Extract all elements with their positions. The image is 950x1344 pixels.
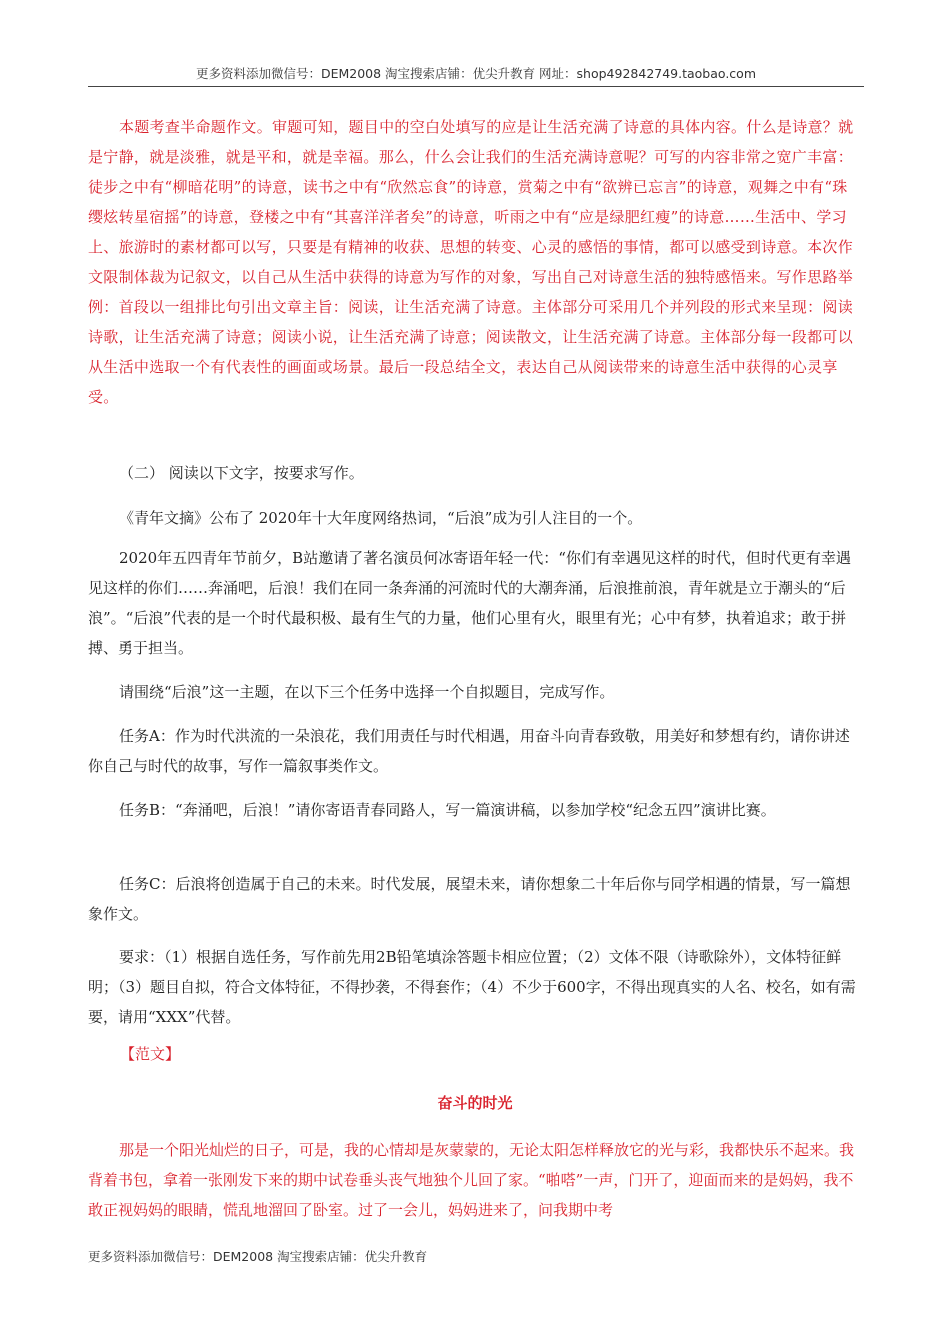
essay-paragraph: 那是一个阳光灿烂的日子，可是，我的心情却是灰蒙蒙的，无论太阳怎样释放它的光与彩，我都快乐不起来。我背着书包，拿着一张刚发下来的期中试卷垂头丧气地独个儿回了家。“啪嗒”一声，门开了，迎面而来的是妈妈，我不敢正视妈妈的眼睛，慌乱地溜回了卧室。过了一会儿，妈妈进来了，问我期中考 [88,1141,855,1219]
question-heading: （二） 阅读以下文字，按要求写作。 [119,464,364,482]
question-paragraph-2: 2020年五四青年节前夕，B站邀请了著名演员何冰寄语年轻一代：“你们有幸遇见这样的时代，但时代更有幸遇见这样的你们……奔涌吧，后浪！我们在同一条奔涌的河流时代的大潮奔涌，后浪推前浪，青年就是立于潮头的“后浪”。“后浪”代表的是一个时代最积极、最有生气的力量，他们心里有火，眼里有光；心中有梦，执着追求；敢于拼搏、勇于担当。 [88,549,851,657]
question-paragraph-1: 《青年文摘》公布了 2020年十大年度网络热词，“后浪”成为引人注目的一个。 [119,509,643,527]
analysis-paragraph: 本题考查半命题作文。审题可知，题目中的空白处填写的应是让生活充满了诗意的具体内容。什么是诗意？就是宁静，就是淡雅，就是平和，就是幸福。那么，什么会让我们的生活充满诗意呢？可写的内容非常之宽广丰富：徒步之中有“柳暗花明”的诗意，读书之中有“欣然忘食”的诗意，赏菊之中有“欲辨已忘言”的诗意，观舞之中有“珠缨炫转星宿摇”的诗意，登楼之中有“其喜洋洋者矣”的诗意，听雨之中有“应是绿肥红瘦”的诗意……生活中、学习上、旅游时的素材都可以写，只要是有精神的收获、思想的转变、心灵的感悟的事情，都可以感受到诗意。本次作文限制体裁为记叙文，以自己从生活中获得的诗意为写作的对象，写出自己对诗意生活的独特感悟来。写作思路举例：首段以一组排比句引出文章主旨：阅读，让生活充满了诗意。主体部分可采用几个并列段的形式来呈现：阅读诗歌，让生活充满了诗意；阅读小说，让生活充满了诗意；阅读散文，让生活充满了诗意。主体部分每一段都可以从生活中选取一个有代表性的画面或场景。最后一段总结全文，表达自己从阅读带来的诗意生活中获得的心灵享受。 [88,118,854,406]
essay-title: 奋斗的时光 [437,1094,513,1112]
task-a: 任务A：作为时代洪流的一朵浪花，我们用责任与时代相遇，用奋斗向青春致敬，用美好和梦想有约，请你讲述你自己与时代的故事，写作一篇叙事类作文。 [88,727,850,775]
task-b: 任务B：“奔涌吧，后浪！”请你寄语青春同路人，写一篇演讲稿，以参加学校“纪念五四”演讲比赛。 [119,801,776,819]
question-paragraph-3: 请围绕“后浪”这一主题，在以下三个任务中选择一个自拟题目，完成写作。 [119,683,615,701]
page-footer: 更多资料添加微信号：DEM2008 淘宝搜索店铺：优尖升教育 [88,1249,428,1264]
sample-label: 【范文】 [120,1045,181,1063]
page-header: 更多资料添加微信号：DEM2008 淘宝搜索店铺：优尖升教育 网址：shop492842749.taobao.com [195,66,757,81]
requirements: 要求：（1）根据自选任务，写作前先用2B铅笔填涂答题卡相应位置；（2）文体不限（诗歌除外），文体特征鲜明；（3）题目自拟，符合文体特征，不得抄袭，不得套作；（4）不少于600字，不得出现真实的人名、校名，如有需要，请用“XXX”代替。 [88,948,856,1026]
task-c: 任务C：后浪将创造属于自己的未来。时代发展，展望未来，请你想象二十年后你与同学相遇的情景，写一篇想象作文。 [88,875,851,923]
header-divider [88,86,864,87]
